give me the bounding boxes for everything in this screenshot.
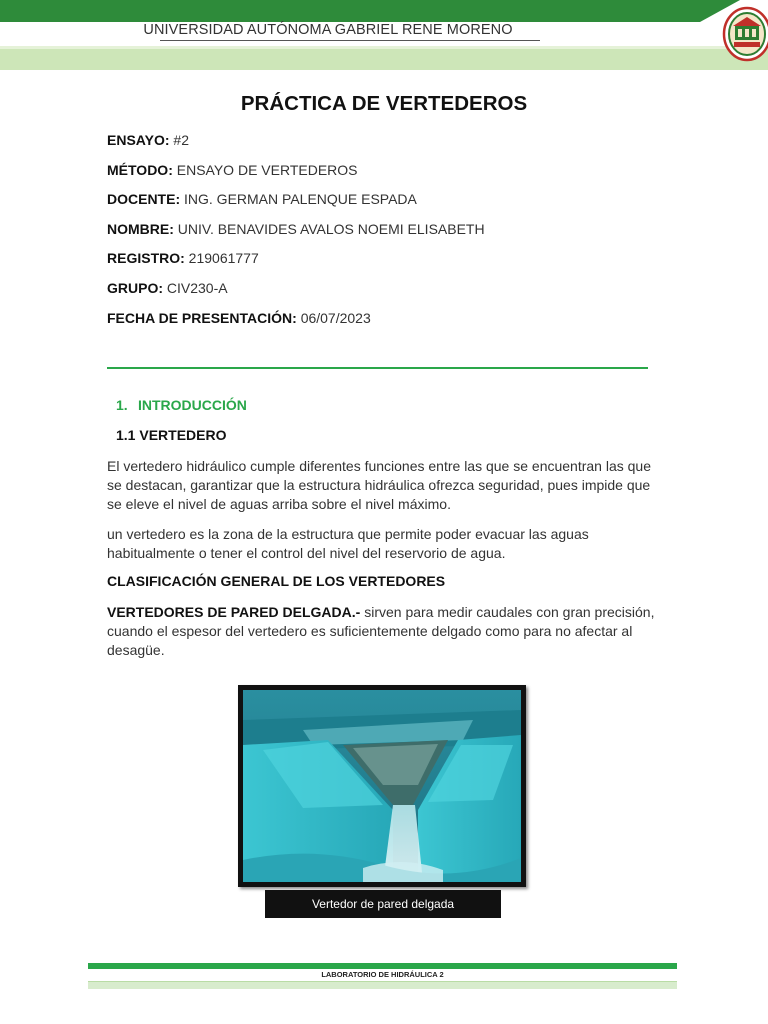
intro-paragraph-3 (107, 603, 655, 659)
university-name: UNIVERSIDAD AUTÓNOMA GABRIEL RENE MORENO (143, 22, 513, 38)
header-green-band (0, 0, 700, 22)
intro-paragraph-2: un vertedero es la zona de la estructura que permite poder evacuar las aguas habitualmente o tener el control del nivel del reservorio de agua. (107, 526, 589, 561)
info-key: MÉTODO: (107, 161, 173, 178)
paragraph-body: sirven para medir caudales con gran precisión, cuando el espesor del vertedero es suficientemente delgado como para no afectar al desagüe. (107, 604, 655, 658)
subsection-heading: 1.1 VERTEDERO (116, 427, 227, 443)
paragraph-lead: VERTEDORES DE PARED DELGADA.- (107, 604, 361, 620)
info-key: REGISTRO: (107, 250, 185, 267)
info-row-nombre (107, 219, 485, 249)
document-info-list (107, 130, 485, 337)
info-row-registro (107, 248, 485, 278)
info-value: CIV230-A (166, 279, 228, 296)
info-value: 06/07/2023 (300, 309, 371, 326)
weir-photo-illustration (243, 690, 521, 882)
header-light-band (0, 46, 768, 70)
info-row-fecha (107, 308, 485, 338)
info-row-docente (107, 189, 485, 219)
footer-label: LABORATORIO DE HIDRÁULICA 2 (321, 970, 444, 979)
info-row-grupo (107, 278, 485, 308)
classification-heading: CLASIFICACIÓN GENERAL DE LOS VERTEDORES (107, 573, 446, 589)
section-heading-introduccion (116, 397, 247, 413)
info-value: UNIV. BENAVIDES AVALOS NOEMI ELISABETH (177, 220, 485, 237)
footer-light-band (88, 981, 677, 989)
section-title: INTRODUCCIÓN (138, 397, 247, 413)
section-divider (107, 367, 648, 369)
header-underline (160, 40, 540, 41)
info-key: DOCENTE: (107, 191, 181, 208)
info-row-ensayo (107, 130, 485, 160)
info-row-metodo (107, 160, 485, 190)
info-key: ENSAYO: (107, 132, 170, 148)
info-value: ENSAYO DE VERTEDEROS (176, 161, 358, 178)
weir-photo (238, 685, 526, 887)
info-key: NOMBRE: (107, 220, 174, 237)
info-value: 219061777 (188, 250, 259, 267)
university-seal-icon (722, 4, 768, 62)
figure-caption: Vertedor de pared delgada (265, 890, 501, 918)
info-key: GRUPO: (107, 279, 163, 296)
info-value: #2 (173, 132, 189, 148)
info-key: FECHA DE PRESENTACIÓN: (107, 309, 297, 326)
document-title: PRÁCTICA DE VERTEDEROS (240, 92, 528, 115)
info-value: ING. GERMAN PALENQUE ESPADA (184, 191, 417, 208)
intro-paragraph-1: El vertedero hidráulico cumple diferentes funciones entre las que se encuentran las que se destacan, garantizar que la estructura hidráulica ofrezca seguridad, pues impide que se eleve el nivel de aguas arriba sobre el nivel máximo. (107, 458, 651, 512)
section-number: 1. (116, 397, 128, 413)
